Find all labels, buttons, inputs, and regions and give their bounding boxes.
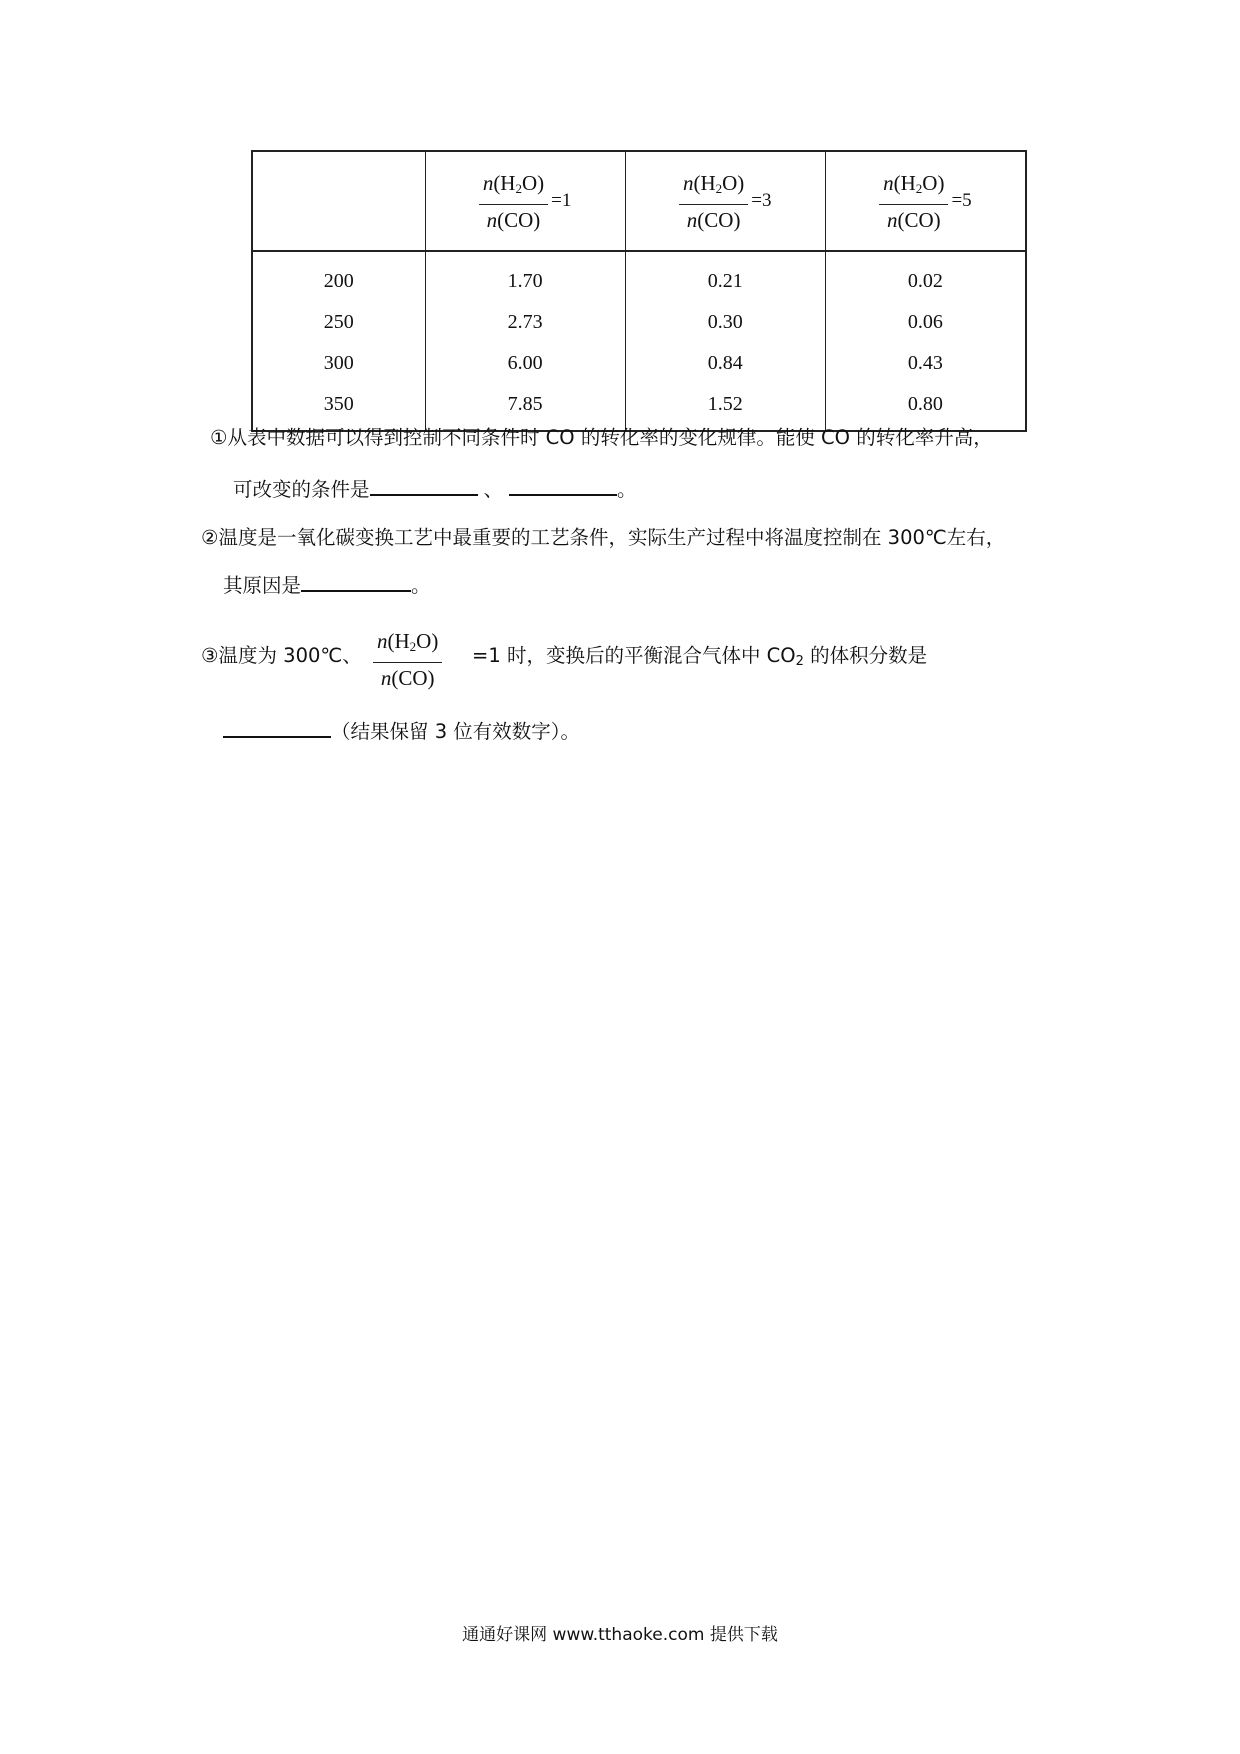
header-ratio-3 xyxy=(625,151,825,251)
value-cell: 1.70 xyxy=(425,251,625,302)
conversion-table xyxy=(251,150,1027,432)
header-ratio-1-den-n: n xyxy=(486,207,498,232)
value-cell: 1.52 xyxy=(625,384,825,431)
temperature-cell: 350 xyxy=(252,384,425,431)
question-3-suffix-sub: 2 xyxy=(795,654,804,669)
answer-blank-1[interactable] xyxy=(370,474,478,496)
header-ratio-3-num-end: O) xyxy=(722,170,745,195)
header-ratio-3-eq: =3 xyxy=(751,190,772,211)
value-cell: 2.73 xyxy=(425,302,625,343)
header-ratio-5-num-n: n xyxy=(883,170,894,195)
header-ratio-3-den-n: n xyxy=(686,207,698,232)
question-1-line-2 xyxy=(233,474,637,504)
footer-credit: 通通好课网 www.tthaoke.com 提供下载 xyxy=(462,1625,778,1645)
question-1-line-1: ①从表中数据可以得到控制不同条件时 CO 的转化率的变化规律。能使 CO 的转化率升高， xyxy=(210,426,993,449)
header-ratio-5-eq: =5 xyxy=(951,190,972,211)
header-ratio-3-num-sub: 2 xyxy=(715,180,723,196)
answer-blank-3[interactable] xyxy=(301,570,411,592)
question-2-end: 。 xyxy=(411,574,431,597)
question-3-suffix-b: 的体积分数是 xyxy=(803,644,928,667)
q3-frac-num-sub: 2 xyxy=(409,639,417,654)
table-row xyxy=(252,302,1026,343)
value-cell: 0.02 xyxy=(825,251,1026,302)
question-1-prefix: 可改变的条件是 xyxy=(233,478,370,501)
value-cell: 6.00 xyxy=(425,343,625,384)
question-3-line-2 xyxy=(223,716,580,746)
header-ratio-1-num-end: O) xyxy=(521,170,545,195)
q3-frac-num-rest: (H xyxy=(387,629,410,653)
question-2-line-1: ②温度是一氧化碳变换工艺中最重要的工艺条件，实际生产过程中将温度控制在 300℃左右， xyxy=(201,526,1006,549)
answer-blank-2[interactable] xyxy=(509,474,617,496)
header-ratio-1-num-sub: 2 xyxy=(515,180,522,196)
answer-blank-4[interactable] xyxy=(223,716,331,738)
question-3-prefix: ③温度为 300℃、 xyxy=(201,644,362,667)
question-3-fraction xyxy=(373,628,442,691)
header-ratio-3-num-n: n xyxy=(682,170,694,195)
question-3-suffix-a: =1 时，变换后的平衡混合气体中 CO xyxy=(472,644,796,667)
temperature-cell: 300 xyxy=(252,343,425,384)
question-2-line-2 xyxy=(223,570,431,600)
value-cell: 0.06 xyxy=(825,302,1026,343)
value-cell: 0.43 xyxy=(825,343,1026,384)
header-ratio-1-num-n: n xyxy=(482,170,494,195)
temperature-cell: 250 xyxy=(252,302,425,343)
header-ratio-1-den-rest: (CO) xyxy=(497,207,541,232)
table-row xyxy=(252,251,1026,302)
value-cell: 0.30 xyxy=(625,302,825,343)
q3-frac-den-n: n xyxy=(380,666,392,690)
temperature-cell: 200 xyxy=(252,251,425,302)
question-3-line-1 xyxy=(201,642,362,670)
header-ratio-5-num-rest: (H xyxy=(893,170,916,195)
question-2-prefix: 其原因是 xyxy=(223,574,302,597)
header-ratio-3-num-rest: (H xyxy=(693,170,716,195)
header-ratio-1-num-rest: (H xyxy=(493,170,516,195)
value-cell: 0.21 xyxy=(625,251,825,302)
question-3-line-2-suffix: （结果保留 3 位有效数字）。 xyxy=(331,720,581,743)
header-ratio-5-den-rest: (CO) xyxy=(897,207,941,232)
q3-frac-den-rest: (CO) xyxy=(391,666,435,690)
value-cell: 0.80 xyxy=(825,384,1026,431)
table-header-row xyxy=(252,151,1026,251)
header-ratio-5 xyxy=(825,151,1026,251)
value-cell: 7.85 xyxy=(425,384,625,431)
header-ratio-5-den-n: n xyxy=(886,207,898,232)
q3-frac-num-end: O) xyxy=(416,629,439,653)
header-ratio-1-eq: =1 xyxy=(551,190,572,211)
question-3-line-1-suffix xyxy=(472,642,927,676)
header-ratio-3-den-rest: (CO) xyxy=(697,207,741,232)
value-cell: 0.84 xyxy=(625,343,825,384)
question-1-separator: 、 xyxy=(483,478,504,501)
header-ratio-1 xyxy=(425,151,625,251)
header-temperature-cell xyxy=(252,151,425,251)
question-1-end: 。 xyxy=(617,478,637,501)
table-row xyxy=(252,343,1026,384)
header-ratio-5-num-sub: 2 xyxy=(915,180,923,196)
header-ratio-5-num-end: O) xyxy=(922,170,945,195)
q3-frac-num-n: n xyxy=(377,629,388,653)
